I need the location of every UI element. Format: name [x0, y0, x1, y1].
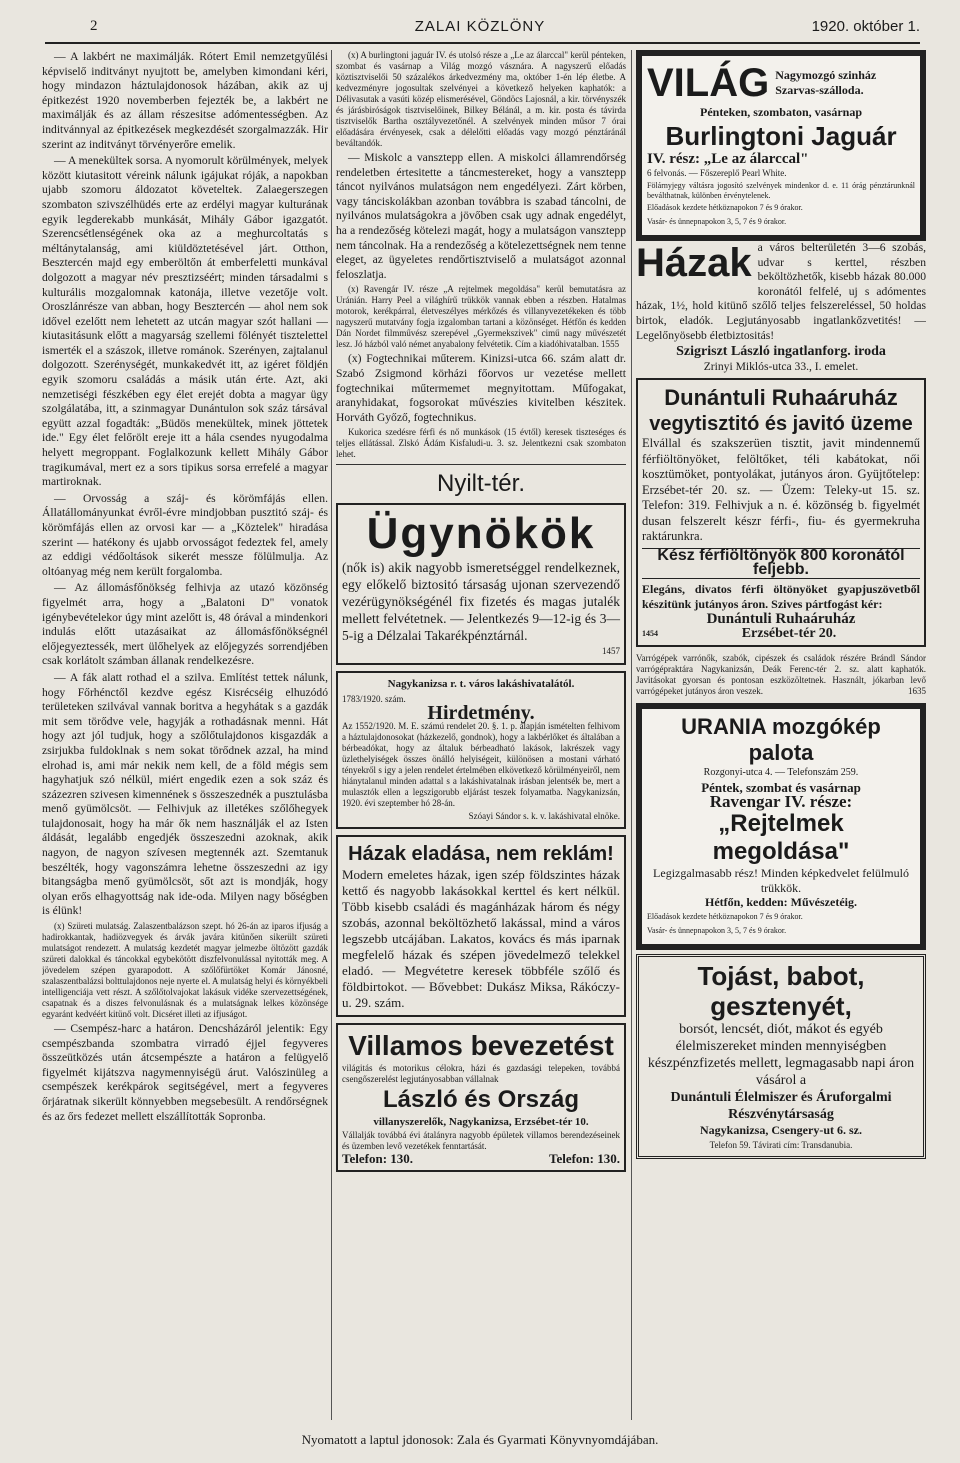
ad-ruhaaruhaz: [636, 378, 926, 647]
ad-laszlo-orszag-title: László és Ország: [382, 1086, 580, 1114]
ad-tojast-title: Tojást, babot,: [697, 960, 865, 991]
ad-urania-times2: Vasár- és ünnepnapokon 3, 5, 7 és 9 órakor.: [647, 926, 787, 936]
ad-urania-film: Ravengar IV. része:: [709, 792, 853, 812]
article-ravengar: (x) Ravengár IV. része „A rejtelmek megoldása" kerül bemutatásra az Uránián. Harry Peel a világhírű trükkök vannak ebben a részben. Hatalmas motorok, kerékpárral, életveszélyes mérkőzés és villanyvezetékeken és több nagyszerű mutatvány fogja izgalomban tartani a közönséget. Hétfőn és kedden Dán Nordet filmművész szerepével „Gyermekszivek" cimű nagy művészetét lesz. Jó házból való német anyabalony felvétetik. Cím a kiadóhivatalban. 1555: [336, 284, 626, 350]
article-fogtechnikai: (x) Fogtechnikai műterem. Kinizsi-utca 66. szám alatt dr. Szabó Zsigmond körházi főorvos ur vezetése mellett fogtechnikai műtermemet megnyitottam. Műfogakat, aranyhidakat, fogsorokat művészies kivitelben készitek. Horváth Győző, fogtechnikus.: [336, 352, 626, 424]
ad-varro-number: 1635: [908, 686, 926, 697]
ad-vilag-cinema: [636, 50, 926, 241]
ad-tojast: [636, 954, 926, 1159]
article-orvossag: — Orvosság a száj- és körömfájás ellen. Állatállományunkat évről-évre mindjobban pusztitó száj- és körömfájás ellen az orvosi kar — a „Köztelek" hiradása szerint — hatékony és ujabb orvosságot fedeztek fel, amely az eddigi védőoltások sikerét messze fölülmulja. Az oltóanyag még nem került forgalomba.: [42, 491, 328, 578]
ad-urania-cinema: [636, 703, 926, 950]
ad-laszlo-orszag-phone: Telefon: 130.: [342, 1150, 414, 1166]
article-miskolc: — Miskolc a vansztepp ellen. A miskolci államrendőrség rendeletben értesitette a táncmestereket, hogy a vansztepp táncot nyilvános mulatságon nem engedélyezi. Zárt körben, vagy tánciskolákban azonban továbbra is szabad táncolni, de nyilvános mulatságokra a jövőben csak ugy adnak engedélyt, ha a rendezőség kötelezi magát, hogy a mulatságon vansztepp nem táncolnak. Ha a rendezőség a kötelezettségnek nem tenne eleget, az ügyeletes rendőrtisztviselő a mulatságot azonnal feloszlatja.: [336, 151, 626, 281]
nyilt-ter-heading: Nyilt-tér.: [436, 470, 525, 498]
ad-hazak-body: a város belterületén 3—6 szobás, udvar s kerttel, részben beköltözhetők, kisebb házak 80.000 koronától felfelé, uj s adómentes házak, 1½, hold kitünő szőlő teljes felszereléssel, 50 holdas birtok, eladók. Legjutányosabb ingatlankőzvetités! — Legelőnyösebb életbiztositás!: [636, 240, 926, 342]
ad-urania-days: Péntek, szombat és vasárnap: [701, 779, 861, 795]
ad-vilag-acts: 6 felvonás. — Főszereplő Pearl White.: [647, 168, 787, 179]
ad-hazak-signature: Szigriszt László ingatlanforg. iroda: [676, 344, 886, 360]
notice-number: 1783/1920. szám.: [342, 693, 406, 704]
ad-urania-times1: Előadások kezdete hétköznapokon 7 és 9 órakor.: [647, 911, 803, 921]
article-menekultek: — A menekültek sorsa. A nyomorult körülmények, melyek között kiutasitott véreink nálunk igájukat róják, a napokban ujabb szomoru áldozatot követeltek. Zalaegerszegen szombaton szivszélhüdés erte az erdélyi magyar kulturának egyik legderekabb munkását, Mihály Gábor igazgatót. Szerencsétlenségének oka az a meghurcoltatás s méltánytalanság, ami kiüldöztetésével járt. Otthon, Besztercén majd egy emberöltőn át emberfeletti munkával dolgozott a magyar név presztizséért; minden társadalmi s kulturális mozgalomnak katonája, illetve vezetője volt. Oroszlánrésze van abban, hogy Besztercén — ahol nem sok idővel ezelőtt nem lehetett az utcán magyar szót hallani — kiutasitásunk előtt a magyarság szellemi fölényét tisztelettel ismerték el a szászok, illetve románok. Szerényen, zajtalanul dolgozott. Szerénységét, munkakedvét itt, az igéret földjén egyik szomoru családás a másik után érte. Azt, aki nemzetiségi fészkében egy élet erejét dobta a magyar ügy szolgálatába, itt, a szinmagyar Dunántulon sok száz társával együtt azzal fogadták: „Büdös menekültek, minek jöttetek ide." Egy élet felőrölt ereje itt a hála csendes nyugodalma helyett megroppant. Foglalkozunk kellett Mihály Gábor tragikumával, mert ez a sors tipikus sorsa errefelé a magyar martiroknak.: [42, 154, 328, 489]
ad-ruha-kesz: Kész férfiöltönyök 800 koronától feljebb.: [642, 548, 920, 579]
ad-ruha-signature: Dunántuli Ruhaáruház: [706, 611, 856, 627]
issue-date: 1920. október 1.: [811, 18, 920, 35]
article-szilva: — A fák alatt rothad el a szilva. Említést tettek nálunk, hogy Főrhénctől kezdve egész Kisrécséig elhuzódó területeken szilvával vannak boritva a hegyhátak s a gazdák mit sem törődve vele, hagyják a rothadásnak menni. Hát hogy azt jól tudjuk, hogy a szőlőtulajdonos kisgazdák a zsirjukba fuldoklnak s nem sokat törődnek azzal, ha mind elrohad is, ami már nekik nem kell, de a föld mégis sem hagyhatjuk szó nélkül, miért engedik ezen a sok száz és százezren szivesen kimennének s összeszednék a pusztulásba menő gyümölcsöt. — Felhivjuk az illetékes szőlőhegyek tulajdonosait, hogy ha már ők nem használják el az Isten áldását, legalább engedjék összeszedni azoknak, akik nagyon, de nagyon szívesen megtennék azt. Szemtanuk beszélték, hogy vagonszámra lehetne összeszedni az igy bitangságba menő gyümölcsöt, sőt azt is mondják, hogy olyan erős elhagyottság nak ide-oda. Milyen nagy bőségben is élünk!: [42, 670, 328, 918]
ad-hazak-eladasa-body: Modern emeletes házak, igen szép földszintes házak kettő és nagyobb lakásokkal kerttel és kert nélkül. Több kisebb családi és magánházak három és négy szobás, azonnal beköltözhető lakással, mind a város legszebb utcájában. Lakatos, kovács és más iparnak megfelelő házak és szépen jövedelmező telekkel eladó. — Megvétetre keresek többféle szőlő és földbirtokot. — Bővebbet: Dukász Miksa, Rákóczy-u. 29. szám.: [342, 867, 620, 1011]
ad-hazak-address: Zrinyi Miklós-utca 33., I. emelet.: [703, 359, 859, 373]
ad-tojast-body: borsót, lencsét, diót, mákot és egyéb élelmiszereket minden mennyiségben készpénzfizetés mellett, legmagasabb napi áron vásárol a: [647, 1021, 915, 1088]
ad-tojast-title2: gesztenyét,: [710, 990, 852, 1021]
ad-ugynokok-body: (nők is) akik nagyobb ismeretséggel rendelkeznek, egy előkelő biztositó társaság ujonan szervezendő vezérügynökségénél fix fizetés és magas jutalék mellett felvétetnek. — Jelentkezés 9—12-ig és 3—5-ig a Délzalai Takarékpénztárnál.: [342, 560, 620, 644]
ad-villamos-title: Villamos bevezetést: [348, 1030, 614, 1062]
ad-hazak-eladasa-title: Házak eladása, nem reklám!: [348, 843, 614, 866]
column-1: [42, 50, 328, 1420]
ad-vilag-title: VILÁG: [647, 61, 770, 105]
ad-hazak-eladasa: [336, 835, 626, 1017]
notice-title: Hirdetmény.: [427, 702, 535, 725]
header-rule: [45, 42, 920, 44]
page-number: 2: [90, 18, 98, 34]
ad-ruha-number: 1454: [642, 628, 658, 638]
ad-villamos-body: világitás és motorikus célokra, házi és gazdasági telepeken, továbbá csengőszerelést legjutányosabban vállalnak: [342, 1063, 620, 1085]
ad-urania-title: URANIA mozgókép palota: [681, 714, 881, 766]
article-lakber: — A lakbért ne maximálják. Rótert Emil nemzetgyűlési képviselő inditványt nyujtott be, amelyben kimondani kéri, hogy mindazon háztulajdonosok házában, akik az uj épitkezést 1920 novemberben fejezték be, a lakbért ne maximálják és az állam részesitse adómentességben. Az inditvánnyal az épitkezések megkezdését szorgalmazzák. Hir szerint az inditványt törvényerőre emelik.: [42, 50, 328, 151]
notice-hirdetmeny: [336, 671, 626, 829]
ad-villamos: [336, 1023, 626, 1172]
column-divider-2: [631, 50, 632, 1420]
separator: [336, 464, 626, 465]
newspaper-title: ZALAI KÖZLÖNY: [414, 18, 546, 35]
ad-vilag-sub1: Nagymozgó szinház: [775, 68, 877, 83]
ad-urania-note: Legizgalmasabb rész! Minden képkedvelet felülmuló trükkök.: [653, 865, 909, 895]
ad-vilag-sub2: Szarvas-szálloda.: [775, 83, 864, 97]
ad-ruha-address: Erzsébet-tér 20.: [741, 625, 837, 641]
ad-ruha-elegans: Elegáns, divatos férfi öltönyöket gyapjuszövetből készitünk jutányos áron. Szives pártfogást kér:: [642, 582, 920, 611]
article-csempesz: — Csempész-harc a határon. Dencsházáról jelentik: Egy csempészbanda szombatra virradó éjjel fegyveres összeütközés után átcsempészte a határon a felügyelő figyelmét kijátszva nagymennyiségü árut. Valószinüleg a csempészek kerékpárok segitségével, mert a fegyveres őrjáratnak sikerült könnyebben megsebesült. A rendőrségnek és az őrs fedezet mellett elszállították Sopronba.: [42, 1022, 328, 1123]
ad-laszlo-orszag-body: Vállalják továbbá évi átalányra nagyobb épületek villamos berendezéseinek és üzemben levő vezetékek fenntartását.: [342, 1129, 620, 1151]
ad-urania-monday: Hétfőn, kedden: Művészetéig.: [705, 895, 857, 910]
notice-signature: Szóayi Sándor s. k. v. lakáshivatal elnöke.: [468, 810, 620, 821]
ad-vilag-times2: Vasár- és ünnepnapokon 3, 5, 7 és 9 órakor.: [647, 217, 787, 227]
ad-ruha-title: Dunántuli Ruhaáruház: [664, 385, 898, 411]
page-footer: Nyomatott a laptul jdonosok: Zala és Gyarmati Könyvnyomdájában.: [301, 1432, 659, 1447]
column-divider-1: [331, 50, 332, 1420]
ad-urania-film2: „Rejtelmek megoldása": [712, 809, 850, 865]
ad-tojast-phone: Telefon 59. Távirati cím: Transdanubia.: [709, 1139, 853, 1150]
article-szureti: (x) Szüreti mulatság. Zalaszentbalázson szept. hó 26-án az iparos ifjuság a hadirokkantak, hadiözvegyek és árvák javára kitünően sikerült szüreti mulatságot rendezett. A mulatság kezdetét magyar jelmezbe öltözött gazdák szüreti dalokkal és táncokkal egybekötött diszfelvonulással nyitották meg. A jövedelem szépen gyarapodott. A szőlőfürtöket Komár Jánosné, szalaszentbalázsi bolttulajdonos neje nyerte el. A mulatság helyi és környékbeli intelligenciája vett részt. A szőlőtolvajokat lakásuk vidéke szervezettségének, csapatnak és a diszes felvonulásnak és a mulatságnak lelkes közönsége egyaránt kedvéért kitünő volt. Dicséret illeti az ifjuságot.: [42, 921, 328, 1020]
ad-varrogepek: [636, 653, 926, 697]
page-header: [40, 18, 920, 40]
ad-vilag-film: Burlingtoni Jaguár: [665, 120, 897, 151]
ad-ugynokok-number: 1457: [602, 646, 620, 657]
ad-tojast-signature: Dunántuli Élelmiszer és Áruforgalmi Részvénytársaság: [670, 1089, 892, 1122]
ad-ugynokok: [336, 503, 626, 665]
article-allomasfonokseg: — Az állomásfőnökség felhivja az utazó közönség figyelmét arra, hogy a „Balatoni D" vonatok igénybevételekor úgy mint azelőtt is, 48 órával a mindenkori indulás előtt utazásaikat az állomásfőnökségnél előjegyeztessék, mert ülőhelyek az előjegyzés sorrendjében csak korlátolt számban állanak rendelkezésre.: [42, 581, 328, 668]
ad-vilag-days: Pénteken, szombaton, vasárnap: [699, 105, 862, 119]
notice-body: Az 1552/1920. M. E. számú rendelet 20. §. 1. p. alapján ismételten felhivom a háztulajdonosokat (házkezelő, gondnok), hogy a lakbérlőket és általában a bérbeadókat, hogy az általuk bérbeadható lakások, lakrészek vagy üzlethelyiségek összes önálló helyiségeit, különösen a mostani várható tényekről s igy a jelen rendelet értelmében elkövetkező körülményeiről, nem hiánytalanul minden adattal s a lakáshivatalnak irásban jelentsék be, mert a mulasztók ellen a legszigorubb eljárást teszek folyamatba. Nagykanizsán, 1920. évi szeptember hó 28-án.: [342, 720, 620, 808]
ad-varro-body: Varrógépek varrónők, szabók, cipészek és családok részére Brándl Sándor varrógépraktára Nagykanizsán, Deák Ferenc-tér 2. sz. alatt kaphatók. Javitásokat gyorsan és pontosan eszközöltetnek. Használt, jókarban levő varrógépeket jutányos áron veszek.: [636, 653, 926, 697]
ad-vilag-times1: Előadások kezdete hétköznapokon 7 és 9 órakor.: [647, 202, 803, 212]
notice-office: Nagykanizsa r. t. város lakáshivatalától.: [387, 677, 575, 690]
ad-vilag-note: Fölárnyjegy váltásra jogosító szelvények mindenkor d. e. 11 órág pénztárunknál beválthatnak, különben érvénytelenek.: [647, 180, 915, 200]
column-2: [336, 50, 626, 1420]
ad-vilag-part: IV. rész: „Le az álarccal": [647, 150, 809, 167]
ad-tojast-address: Nagykanizsa, Csengery-ut 6. sz.: [700, 1122, 862, 1137]
article-kukorica: Kukorica szedésre férfi és nő munkások (15 évtől) keresek tiszteséges és teljes ellátással. Zlskó Ádám Kisfaludi-u. 3. sz. Jelentkezni csak szombaton lehet.: [336, 427, 626, 460]
ad-ruha-body: Elvállal és szakszerüen tisztit, javit mindennemű férfiöltönyöket, felöltőket, téli kabátokat, női kosztümöket, pontyolákat, jutányos áron. Gyüjtőtelep: Erzsébet-tér 20. sz. — Üzem: Teleky-ut 15. sz. Telefon: 319. Felhivjuk a n. é. közönség b. figyelmét dusan felszerelt készr férfi-, fiu- és gyermekruha raktárunkra.: [642, 436, 920, 544]
ad-laszlo-orszag-phone-2: Telefon: 130.: [548, 1150, 620, 1166]
ad-ruha-sub: vegytisztitó és javitó üzeme: [649, 413, 913, 436]
ad-laszlo-orszag-address: villanyszerelők, Nagykanizsa, Erzsébet-tér 10.: [373, 1116, 589, 1129]
ad-urania-address: Rozgonyi-utca 4. — Telefonszám 259.: [703, 767, 859, 779]
column-3: [636, 50, 926, 1420]
article-burlingtoni: (x) A burlingtoni jaguár IV. és utolsó része a „Le az álarccal" kerül pénteken, szombat és vasárnap a Világ mozgó vásznára. A nagyszerű előadás köztisztviselői 50 százalékos árkedvezmény ma, október 1-én lép életbe. A kedvezményre jogosultak szelvényei a következő helyeken kaphatók: a Délivasutak a vasúti közép elismerésével, Göndöcs Lajosnál, a kir. törvényszék és járásbiróságok tisztviselőinek, Bilkey Bélánál, a m. kir. posta és távirda tisztviselők Bartha osztályvezetőnél. A szelvények minden műsor 7 órai előadására érvényesek, csak a délelőtti előadás vagy mozgó pénztáránál beváltandók.: [336, 50, 626, 148]
ad-hazak: [636, 241, 926, 374]
ad-hazak-title: Házak: [636, 240, 752, 285]
ad-ugynokok-title: Ügynökök: [366, 509, 596, 559]
